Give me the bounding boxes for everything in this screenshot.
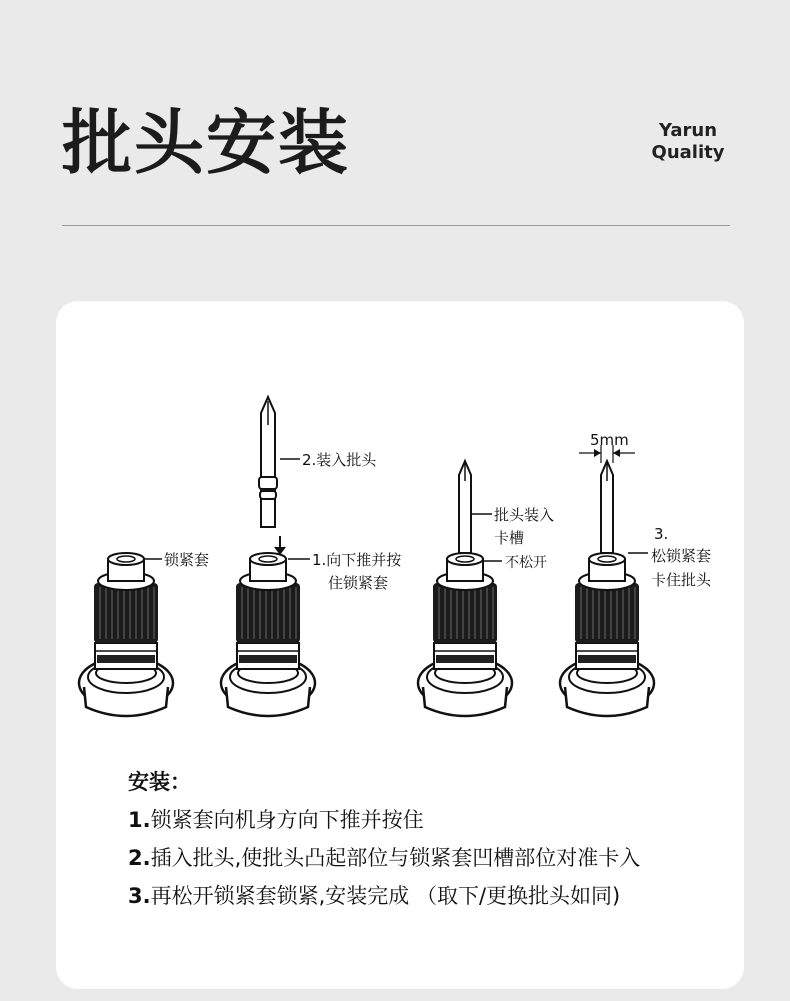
label-dimension: 5mm bbox=[590, 431, 629, 449]
step-number: 3. bbox=[128, 884, 151, 908]
step-text: 锁紧套向机身方向下推并按住 bbox=[150, 808, 424, 832]
instructions-heading: 安装： bbox=[128, 770, 191, 794]
content-card bbox=[56, 301, 744, 989]
holder-4-illustration bbox=[560, 553, 654, 716]
bit-3-illustration bbox=[459, 461, 471, 553]
label-lock-sleeve: 锁紧套 bbox=[164, 551, 210, 569]
instruction-step bbox=[128, 839, 640, 877]
label-step2: 2.装入批头 bbox=[302, 451, 377, 469]
bit-2-illustration bbox=[259, 397, 277, 527]
label-no-release: 不松开 bbox=[505, 555, 547, 571]
holder-3-illustration bbox=[418, 553, 512, 716]
installation-instructions bbox=[128, 763, 640, 915]
label-step3-line1: 3. bbox=[654, 525, 669, 543]
brand-line-2: Quality bbox=[651, 142, 725, 163]
label-step3-line2: 松锁紧套 bbox=[651, 547, 712, 565]
brand-label bbox=[640, 120, 736, 164]
holder-2-illustration bbox=[221, 553, 315, 716]
holder-1-illustration bbox=[79, 553, 173, 716]
instruction-step bbox=[128, 877, 640, 915]
step-text: 插入批头,使批头凸起部位与锁紧套凹槽部位对准卡入 bbox=[150, 846, 641, 870]
label-bit-slot-line2: 卡槽 bbox=[494, 529, 525, 547]
step-number: 2. bbox=[128, 846, 151, 870]
label-step1-line1: 1.向下推并按 bbox=[312, 551, 402, 569]
label-step3-line3: 卡住批头 bbox=[651, 571, 712, 589]
brand-line-1: Yarun bbox=[658, 120, 718, 141]
step-number: 1. bbox=[128, 808, 151, 832]
page-title: 批头安装 bbox=[62, 102, 350, 184]
label-step1-line2: 住锁紧套 bbox=[328, 574, 389, 592]
down-arrow-icon bbox=[274, 536, 286, 555]
bit-4-illustration bbox=[601, 461, 613, 553]
installation-diagram bbox=[56, 301, 744, 741]
instruction-step bbox=[128, 801, 640, 839]
header-divider bbox=[62, 225, 730, 226]
step-text: 再松开锁紧套锁紧,安装完成 （取下/更换批头如同) bbox=[150, 884, 621, 908]
label-bit-slot-line1: 批头装入 bbox=[494, 506, 555, 524]
